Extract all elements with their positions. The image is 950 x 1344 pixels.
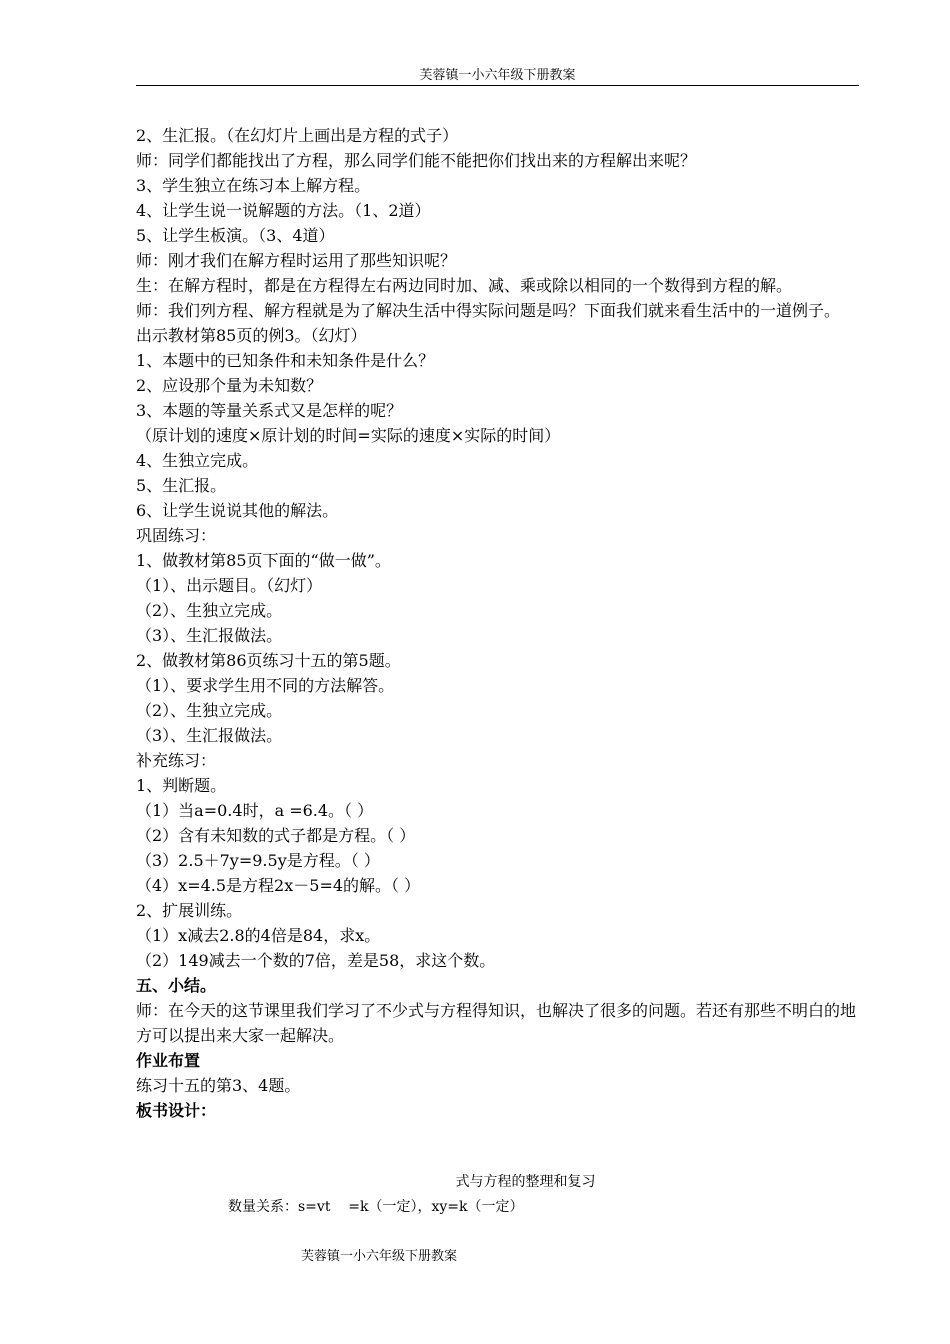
text-line: 出示教材第85页的例3。（幻灯） <box>136 326 367 345</box>
text-line: 2、做教材第86页练习十五的第5题。 <box>136 651 401 670</box>
text-line: 练习十五的第3、4题。 <box>136 1076 301 1095</box>
text-line: 补充练习： <box>136 751 217 770</box>
text-line: 师：在今天的这节课里我们学习了不少式与方程得知识，也解决了很多的问题。若还有那些不明白的地方可以提出来大家一起解决。 <box>136 1001 857 1045</box>
board-design-title <box>136 1172 859 1192</box>
text-line: （2）149减去一个数的7倍，差是58，求这个数。 <box>136 951 496 970</box>
text-line: （3）2.5＋7y=9.5y是方程。（ ） <box>136 851 380 870</box>
text-line: 2、应设那个量为未知数？ <box>136 376 323 395</box>
text-line: （1）当a=0.4时，a =6.4。（ ） <box>136 801 374 820</box>
text-line: （1）x减去2.8的4倍是84，求x。 <box>136 926 381 945</box>
text-line: 6、让学生说说其他的解法。 <box>136 501 339 520</box>
text-line: 3、学生独立在练习本上解方程。 <box>136 176 371 195</box>
text-line: （原计划的速度×原计划的时间=实际的速度×实际的时间） <box>136 426 561 445</box>
text-line: （2）、生独立完成。 <box>136 701 283 720</box>
document-body <box>136 123 859 1123</box>
board-design-line: 数量关系：s=vt =k（一定），xy=k（一定） <box>228 1199 524 1215</box>
text-line: （3）、生汇报做法。 <box>136 726 283 745</box>
text-line: 师：我们列方程、解方程就是为了解决生活中得实际问题是吗？下面我们就来看生活中的一道例子。 <box>136 301 841 320</box>
text-line: 1、做教材第85页下面的“做一做”。 <box>136 551 391 570</box>
text-line: （2）、生独立完成。 <box>136 601 283 620</box>
header-divider <box>136 85 859 86</box>
text-line: 五、小结。 <box>136 976 217 995</box>
text-line: 师：同学们都能找出了方程，那么同学们能不能把你们找出来的方程解出来呢？ <box>136 151 697 170</box>
text-line: 3、本题的等量关系式又是怎样的呢？ <box>136 401 403 420</box>
page-header: 芙蓉镇一小六年级下册教案 <box>419 68 576 83</box>
text-line: 4、生独立完成。 <box>136 451 259 470</box>
page-footer: 芙蓉镇一小六年级下册教案 <box>301 1249 458 1264</box>
text-line: 2、扩展训练。 <box>136 901 243 920</box>
text-line: 5、生汇报。 <box>136 476 227 495</box>
text-line: （2）含有未知数的式子都是方程。（ ） <box>136 826 416 845</box>
text-line: （1）、要求学生用不同的方法解答。 <box>136 676 395 695</box>
board-title-text: 式与方程的整理和复习 <box>455 1174 596 1190</box>
text-line: （4）x=4.5是方程2x－5=4的解。（ ） <box>136 876 421 895</box>
text-line: 巩固练习： <box>136 526 217 545</box>
text-line: 5、让学生板演。（3、4道） <box>136 226 335 245</box>
text-line: （3）、生汇报做法。 <box>136 626 283 645</box>
text-line: 生：在解方程时，都是在方程得左右两边同时加、减、乘或除以相同的一个数得到方程的解。 <box>136 276 793 295</box>
text-line: 4、让学生说一说解题的方法。（1、2道） <box>136 201 431 220</box>
text-line: 1、判断题。 <box>136 776 227 795</box>
text-line: （1）、出示题目。（幻灯） <box>136 576 323 595</box>
text-line: 师：刚才我们在解方程时运用了那些知识呢？ <box>136 251 457 270</box>
text-line: 板书设计： <box>136 1101 217 1120</box>
text-line: 1、本题中的已知条件和未知条件是什么？ <box>136 351 435 370</box>
text-line: 作业布置 <box>136 1051 201 1070</box>
text-line: 2、生汇报。（在幻灯片上画出是方程的式子） <box>136 126 459 145</box>
